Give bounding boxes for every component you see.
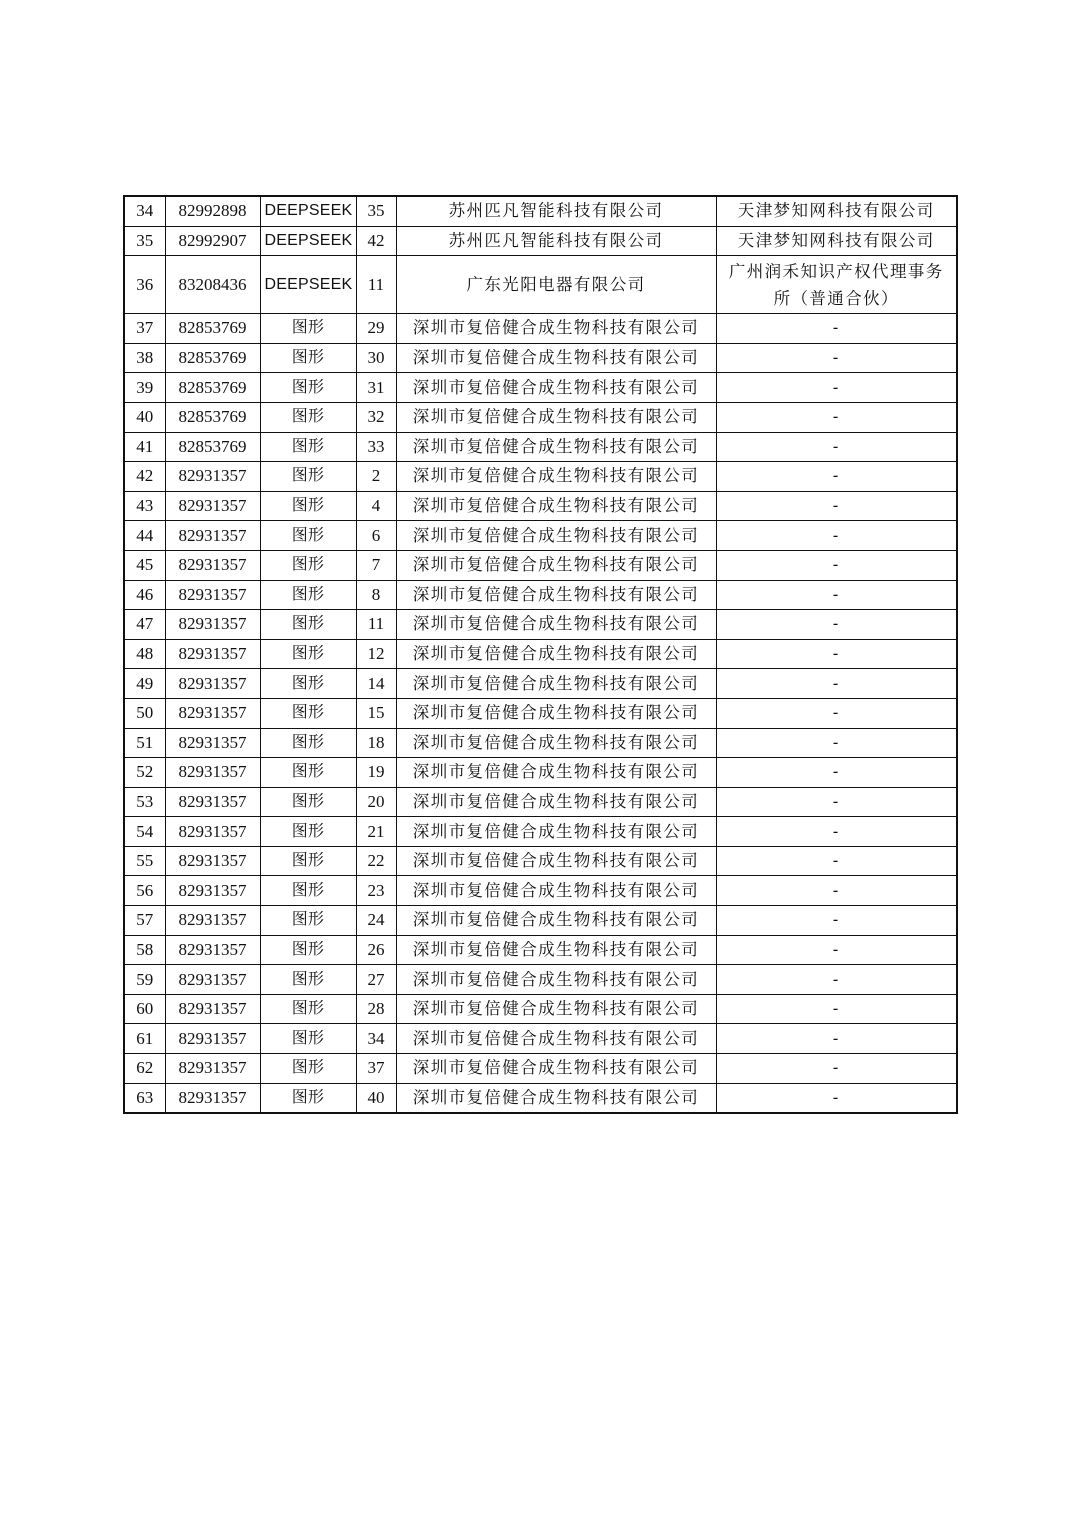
cell-applicant: 广东光阳电器有限公司: [396, 256, 716, 314]
cell-applicant: 深圳市复倍健合成生物科技有限公司: [396, 876, 716, 906]
table-row: [124, 1024, 957, 1054]
table-row: [124, 314, 957, 344]
cell-class: 23: [356, 876, 396, 906]
cell-registration-number: 82931357: [165, 639, 260, 669]
table-row: [124, 256, 957, 314]
cell-registration-number: 83208436: [165, 256, 260, 314]
cell-trademark: 图形: [260, 373, 356, 403]
table-row: [124, 817, 957, 847]
cell-trademark: 图形: [260, 432, 356, 462]
cell-agent: -: [716, 550, 957, 580]
cell-class: 11: [356, 256, 396, 314]
cell-class: 40: [356, 1083, 396, 1113]
cell-registration-number: 82853769: [165, 314, 260, 344]
table-row: [124, 226, 957, 256]
cell-class: 15: [356, 698, 396, 728]
cell-agent: -: [716, 432, 957, 462]
cell-trademark: 图形: [260, 580, 356, 610]
table-row: [124, 1083, 957, 1113]
cell-registration-number: 82992907: [165, 226, 260, 256]
cell-trademark: 图形: [260, 846, 356, 876]
table-row: [124, 402, 957, 432]
cell-serial-number: 59: [124, 965, 165, 995]
cell-applicant: 深圳市复倍健合成生物科技有限公司: [396, 1054, 716, 1084]
cell-serial-number: 56: [124, 876, 165, 906]
cell-applicant: 深圳市复倍健合成生物科技有限公司: [396, 1083, 716, 1113]
cell-applicant: 深圳市复倍健合成生物科技有限公司: [396, 521, 716, 551]
cell-class: 20: [356, 787, 396, 817]
cell-applicant: 深圳市复倍健合成生物科技有限公司: [396, 462, 716, 492]
cell-class: 11: [356, 610, 396, 640]
table-row: [124, 669, 957, 699]
cell-trademark: 图形: [260, 343, 356, 373]
cell-serial-number: 42: [124, 462, 165, 492]
cell-trademark: 图形: [260, 669, 356, 699]
cell-registration-number: 82931357: [165, 610, 260, 640]
cell-applicant: 深圳市复倍健合成生物科技有限公司: [396, 817, 716, 847]
cell-applicant: 苏州匹凡智能科技有限公司: [396, 196, 716, 226]
cell-trademark: 图形: [260, 314, 356, 344]
cell-agent: -: [716, 314, 957, 344]
table-row: [124, 580, 957, 610]
cell-agent: 天津梦知网科技有限公司: [716, 226, 957, 256]
cell-registration-number: 82931357: [165, 462, 260, 492]
cell-class: 24: [356, 906, 396, 936]
cell-registration-number: 82931357: [165, 758, 260, 788]
cell-agent: -: [716, 669, 957, 699]
cell-registration-number: 82931357: [165, 491, 260, 521]
cell-class: 19: [356, 758, 396, 788]
cell-agent: -: [716, 876, 957, 906]
cell-serial-number: 34: [124, 196, 165, 226]
cell-class: 8: [356, 580, 396, 610]
cell-class: 32: [356, 402, 396, 432]
cell-registration-number: 82931357: [165, 1083, 260, 1113]
cell-applicant: 深圳市复倍健合成生物科技有限公司: [396, 728, 716, 758]
cell-applicant: 深圳市复倍健合成生物科技有限公司: [396, 846, 716, 876]
cell-serial-number: 50: [124, 698, 165, 728]
cell-registration-number: 82853769: [165, 402, 260, 432]
table-row: [124, 906, 957, 936]
cell-trademark: 图形: [260, 817, 356, 847]
cell-registration-number: 82992898: [165, 196, 260, 226]
cell-serial-number: 39: [124, 373, 165, 403]
cell-applicant: 深圳市复倍健合成生物科技有限公司: [396, 1024, 716, 1054]
cell-applicant: 深圳市复倍健合成生物科技有限公司: [396, 994, 716, 1024]
cell-serial-number: 60: [124, 994, 165, 1024]
cell-registration-number: 82931357: [165, 906, 260, 936]
table-row: [124, 491, 957, 521]
cell-registration-number: 82931357: [165, 669, 260, 699]
cell-trademark: 图形: [260, 876, 356, 906]
cell-agent: -: [716, 1083, 957, 1113]
cell-class: 30: [356, 343, 396, 373]
cell-applicant: 深圳市复倍健合成生物科技有限公司: [396, 758, 716, 788]
cell-agent: -: [716, 491, 957, 521]
cell-trademark: 图形: [260, 728, 356, 758]
table-row: [124, 698, 957, 728]
table-row: [124, 462, 957, 492]
cell-trademark: 图形: [260, 610, 356, 640]
cell-agent: -: [716, 758, 957, 788]
cell-applicant: 深圳市复倍健合成生物科技有限公司: [396, 314, 716, 344]
cell-trademark: DEEPSEEK: [260, 226, 356, 256]
cell-class: 26: [356, 935, 396, 965]
table-row: [124, 639, 957, 669]
table-body: [124, 196, 957, 1113]
cell-trademark: 图形: [260, 994, 356, 1024]
cell-class: 14: [356, 669, 396, 699]
table-row: [124, 935, 957, 965]
cell-serial-number: 63: [124, 1083, 165, 1113]
cell-serial-number: 45: [124, 550, 165, 580]
cell-agent: -: [716, 728, 957, 758]
cell-applicant: 深圳市复倍健合成生物科技有限公司: [396, 491, 716, 521]
table-row: [124, 550, 957, 580]
cell-registration-number: 82931357: [165, 1054, 260, 1084]
cell-applicant: 深圳市复倍健合成生物科技有限公司: [396, 610, 716, 640]
cell-serial-number: 37: [124, 314, 165, 344]
cell-serial-number: 55: [124, 846, 165, 876]
cell-agent: -: [716, 402, 957, 432]
cell-agent: -: [716, 965, 957, 995]
table-row: [124, 994, 957, 1024]
cell-registration-number: 82931357: [165, 698, 260, 728]
cell-agent: -: [716, 343, 957, 373]
table-row: [124, 787, 957, 817]
cell-serial-number: 51: [124, 728, 165, 758]
cell-applicant: 深圳市复倍健合成生物科技有限公司: [396, 935, 716, 965]
cell-agent: -: [716, 373, 957, 403]
cell-agent: -: [716, 817, 957, 847]
cell-serial-number: 36: [124, 256, 165, 314]
table-row: [124, 846, 957, 876]
cell-class: 29: [356, 314, 396, 344]
cell-class: 35: [356, 196, 396, 226]
table-row: [124, 196, 957, 226]
cell-registration-number: 82931357: [165, 994, 260, 1024]
cell-agent: -: [716, 994, 957, 1024]
cell-agent: -: [716, 462, 957, 492]
cell-trademark: 图形: [260, 758, 356, 788]
cell-serial-number: 49: [124, 669, 165, 699]
cell-serial-number: 57: [124, 906, 165, 936]
cell-serial-number: 61: [124, 1024, 165, 1054]
cell-applicant: 深圳市复倍健合成生物科技有限公司: [396, 373, 716, 403]
cell-trademark: 图形: [260, 1024, 356, 1054]
trademark-table: [123, 195, 958, 1114]
cell-applicant: 苏州匹凡智能科技有限公司: [396, 226, 716, 256]
cell-class: 22: [356, 846, 396, 876]
cell-applicant: 深圳市复倍健合成生物科技有限公司: [396, 343, 716, 373]
cell-class: 37: [356, 1054, 396, 1084]
table-row: [124, 1054, 957, 1084]
cell-registration-number: 82931357: [165, 787, 260, 817]
cell-serial-number: 62: [124, 1054, 165, 1084]
cell-trademark: 图形: [260, 402, 356, 432]
cell-registration-number: 82931357: [165, 846, 260, 876]
cell-registration-number: 82931357: [165, 876, 260, 906]
table-row: [124, 728, 957, 758]
cell-applicant: 深圳市复倍健合成生物科技有限公司: [396, 669, 716, 699]
cell-registration-number: 82931357: [165, 965, 260, 995]
cell-applicant: 深圳市复倍健合成生物科技有限公司: [396, 639, 716, 669]
cell-class: 31: [356, 373, 396, 403]
cell-serial-number: 41: [124, 432, 165, 462]
cell-trademark: 图形: [260, 906, 356, 936]
cell-agent: -: [716, 521, 957, 551]
cell-class: 4: [356, 491, 396, 521]
cell-agent: -: [716, 846, 957, 876]
cell-applicant: 深圳市复倍健合成生物科技有限公司: [396, 580, 716, 610]
cell-registration-number: 82853769: [165, 373, 260, 403]
cell-trademark: 图形: [260, 1054, 356, 1084]
cell-agent: -: [716, 1024, 957, 1054]
cell-registration-number: 82931357: [165, 1024, 260, 1054]
cell-serial-number: 58: [124, 935, 165, 965]
cell-trademark: 图形: [260, 965, 356, 995]
cell-applicant: 深圳市复倍健合成生物科技有限公司: [396, 698, 716, 728]
cell-agent: 广州润禾知识产权代理事务所（普通合伙）: [716, 256, 957, 314]
cell-serial-number: 53: [124, 787, 165, 817]
table-row: [124, 373, 957, 403]
cell-class: 42: [356, 226, 396, 256]
cell-class: 28: [356, 994, 396, 1024]
cell-applicant: 深圳市复倍健合成生物科技有限公司: [396, 432, 716, 462]
cell-class: 12: [356, 639, 396, 669]
cell-applicant: 深圳市复倍健合成生物科技有限公司: [396, 906, 716, 936]
cell-class: 21: [356, 817, 396, 847]
cell-registration-number: 82931357: [165, 550, 260, 580]
table-row: [124, 610, 957, 640]
cell-agent: -: [716, 935, 957, 965]
cell-agent: -: [716, 610, 957, 640]
cell-serial-number: 52: [124, 758, 165, 788]
cell-trademark: 图形: [260, 698, 356, 728]
cell-serial-number: 38: [124, 343, 165, 373]
cell-trademark: DEEPSEEK: [260, 256, 356, 314]
cell-registration-number: 82931357: [165, 728, 260, 758]
cell-class: 7: [356, 550, 396, 580]
cell-registration-number: 82931357: [165, 521, 260, 551]
cell-class: 6: [356, 521, 396, 551]
cell-applicant: 深圳市复倍健合成生物科技有限公司: [396, 550, 716, 580]
cell-registration-number: 82931357: [165, 580, 260, 610]
table-row: [124, 965, 957, 995]
cell-registration-number: 82931357: [165, 935, 260, 965]
cell-trademark: 图形: [260, 462, 356, 492]
cell-agent: -: [716, 639, 957, 669]
cell-trademark: 图形: [260, 639, 356, 669]
cell-serial-number: 44: [124, 521, 165, 551]
cell-serial-number: 48: [124, 639, 165, 669]
cell-trademark: 图形: [260, 491, 356, 521]
cell-agent: 天津梦知网科技有限公司: [716, 196, 957, 226]
cell-agent: -: [716, 906, 957, 936]
cell-class: 33: [356, 432, 396, 462]
cell-agent: -: [716, 698, 957, 728]
cell-serial-number: 40: [124, 402, 165, 432]
cell-agent: -: [716, 1054, 957, 1084]
cell-serial-number: 46: [124, 580, 165, 610]
cell-class: 2: [356, 462, 396, 492]
cell-agent: -: [716, 787, 957, 817]
cell-class: 34: [356, 1024, 396, 1054]
table-row: [124, 343, 957, 373]
cell-serial-number: 35: [124, 226, 165, 256]
cell-serial-number: 43: [124, 491, 165, 521]
cell-trademark: 图形: [260, 1083, 356, 1113]
table-row: [124, 758, 957, 788]
cell-registration-number: 82853769: [165, 432, 260, 462]
cell-applicant: 深圳市复倍健合成生物科技有限公司: [396, 787, 716, 817]
cell-trademark: 图形: [260, 787, 356, 817]
table-row: [124, 432, 957, 462]
table-row: [124, 876, 957, 906]
cell-trademark: DEEPSEEK: [260, 196, 356, 226]
cell-applicant: 深圳市复倍健合成生物科技有限公司: [396, 965, 716, 995]
cell-trademark: 图形: [260, 935, 356, 965]
cell-registration-number: 82853769: [165, 343, 260, 373]
cell-agent: -: [716, 580, 957, 610]
cell-trademark: 图形: [260, 550, 356, 580]
cell-class: 27: [356, 965, 396, 995]
cell-class: 18: [356, 728, 396, 758]
cell-applicant: 深圳市复倍健合成生物科技有限公司: [396, 402, 716, 432]
cell-serial-number: 54: [124, 817, 165, 847]
table-row: [124, 521, 957, 551]
cell-trademark: 图形: [260, 521, 356, 551]
cell-registration-number: 82931357: [165, 817, 260, 847]
cell-serial-number: 47: [124, 610, 165, 640]
